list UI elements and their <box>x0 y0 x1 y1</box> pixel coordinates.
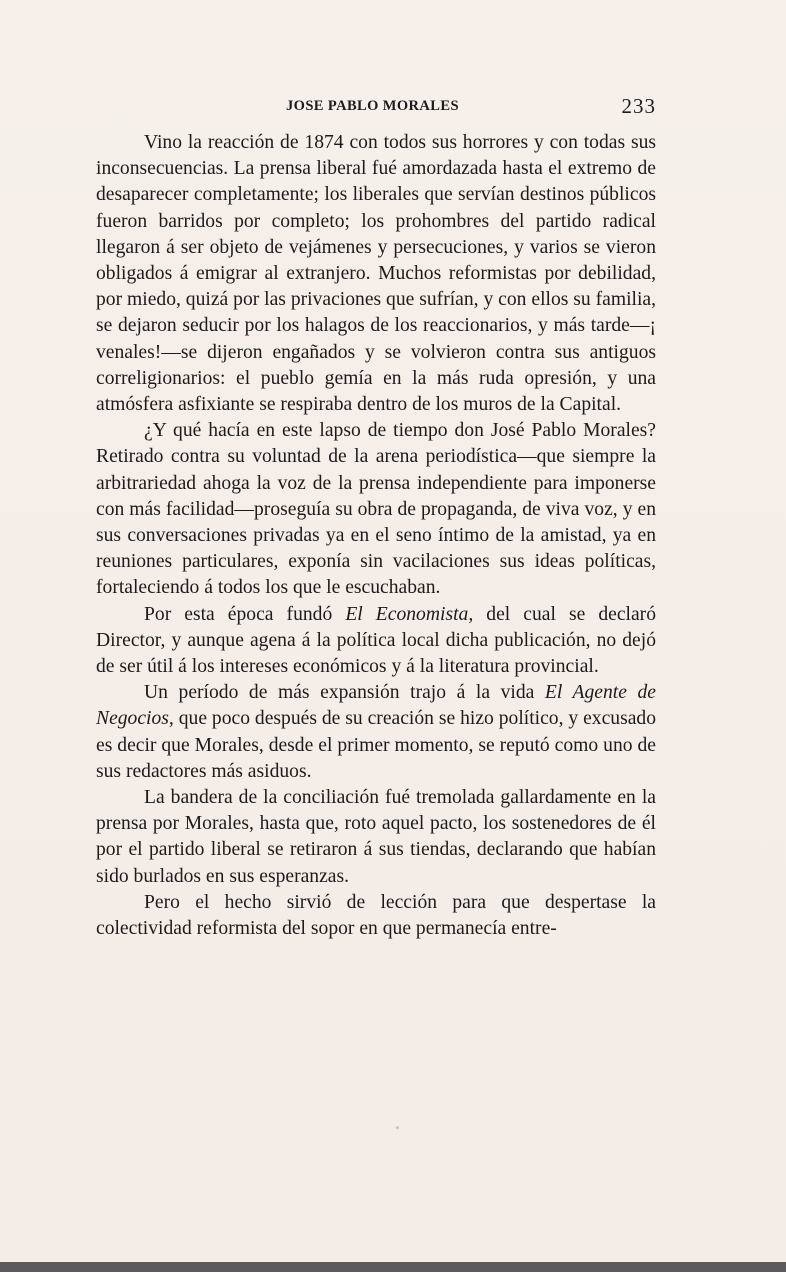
paragraph-text: Por esta época fundó <box>144 603 346 625</box>
paragraph-text: Pero el hecho sirvió de lección para que despertase la colectividad reformista del sopor en que permanecía entre- <box>96 891 656 940</box>
print-speck <box>396 1126 399 1129</box>
running-head-title: JOSE PABLO MORALES <box>286 98 459 114</box>
paragraph-text: ¿Y qué hacía en este lapso de tiempo don José Pablo Morales? Retirado contra su voluntad de la arena periodística—que siempre la arbitrariedad ahoga la voz de la prensa independiente para imponerse con más facilidad—proseguía su obra de propaganda, de viva voz, y en sus conversaciones privadas ya en el seno íntimo de la amistad, ya en reuniones particulares, exponía sin vacilaciones sus ideas políticas, fortaleciendo á todos los que le escuchaban. <box>96 420 656 599</box>
paragraph-4 <box>96 680 656 785</box>
paragraph-text: Un período de más expansión trajo á la vida <box>144 682 545 704</box>
paragraph-5 <box>96 785 656 890</box>
running-head <box>96 96 656 126</box>
scan-bottom-edge <box>0 1262 786 1272</box>
paragraph-6 <box>96 890 656 942</box>
periodical-title: El Economista, <box>345 603 474 625</box>
paragraph-text: Vino la reacción de 1874 con todos sus horrores y con todas sus inconsecuencias. La prensa liberal fué amordazada hasta el extremo de desaparecer completamente; los liberales que servían destinos públicos fueron barridos por completo; los prohombres del partido radical llegaron á ser objeto de vejámenes y persecuciones, y varios se vieron obligados á emigrar al extranjero. Muchos reformistas por debilidad, por miedo, quizá por las privaciones que sufrían, y con ellos su familia, se dejaron seducir por los halagos de los reaccionarios, y más tarde—¡ venales!—se dijeron engañados y se volvieron contra sus antiguos correligionarios: el pueblo gemía en la más ruda opresión, y una atmósfera asfixiante se respiraba dentro de los muros de la Capital. <box>96 132 656 416</box>
periodical-title: El Agente de Negocios, <box>96 682 656 730</box>
paragraph-1 <box>96 130 656 418</box>
paragraph-text: que poco después de su creación se hizo político, y excusado es decir que Morales, desde el primer momento, se reputó como uno de sus redactores más asiduos. <box>96 708 656 782</box>
page-number: 233 <box>621 94 656 118</box>
paragraph-2 <box>96 418 656 601</box>
paragraph-3 <box>96 602 656 681</box>
paragraph-text: del cual se declaró Director, y aunque agena á la política local dicha publicación, no dejó de ser útil á los intereses económicos y á la literatura provincial. <box>96 603 657 678</box>
paragraph-text: La bandera de la conciliación fué tremolada gallardamente en la prensa por Morales, hasta que, roto aquel pacto, los sostenedores de él por el partido liberal se retiraron á sus tiendas, declarando que habían sido burlados en sus esperanzas. <box>96 787 656 887</box>
body-text <box>96 130 656 942</box>
